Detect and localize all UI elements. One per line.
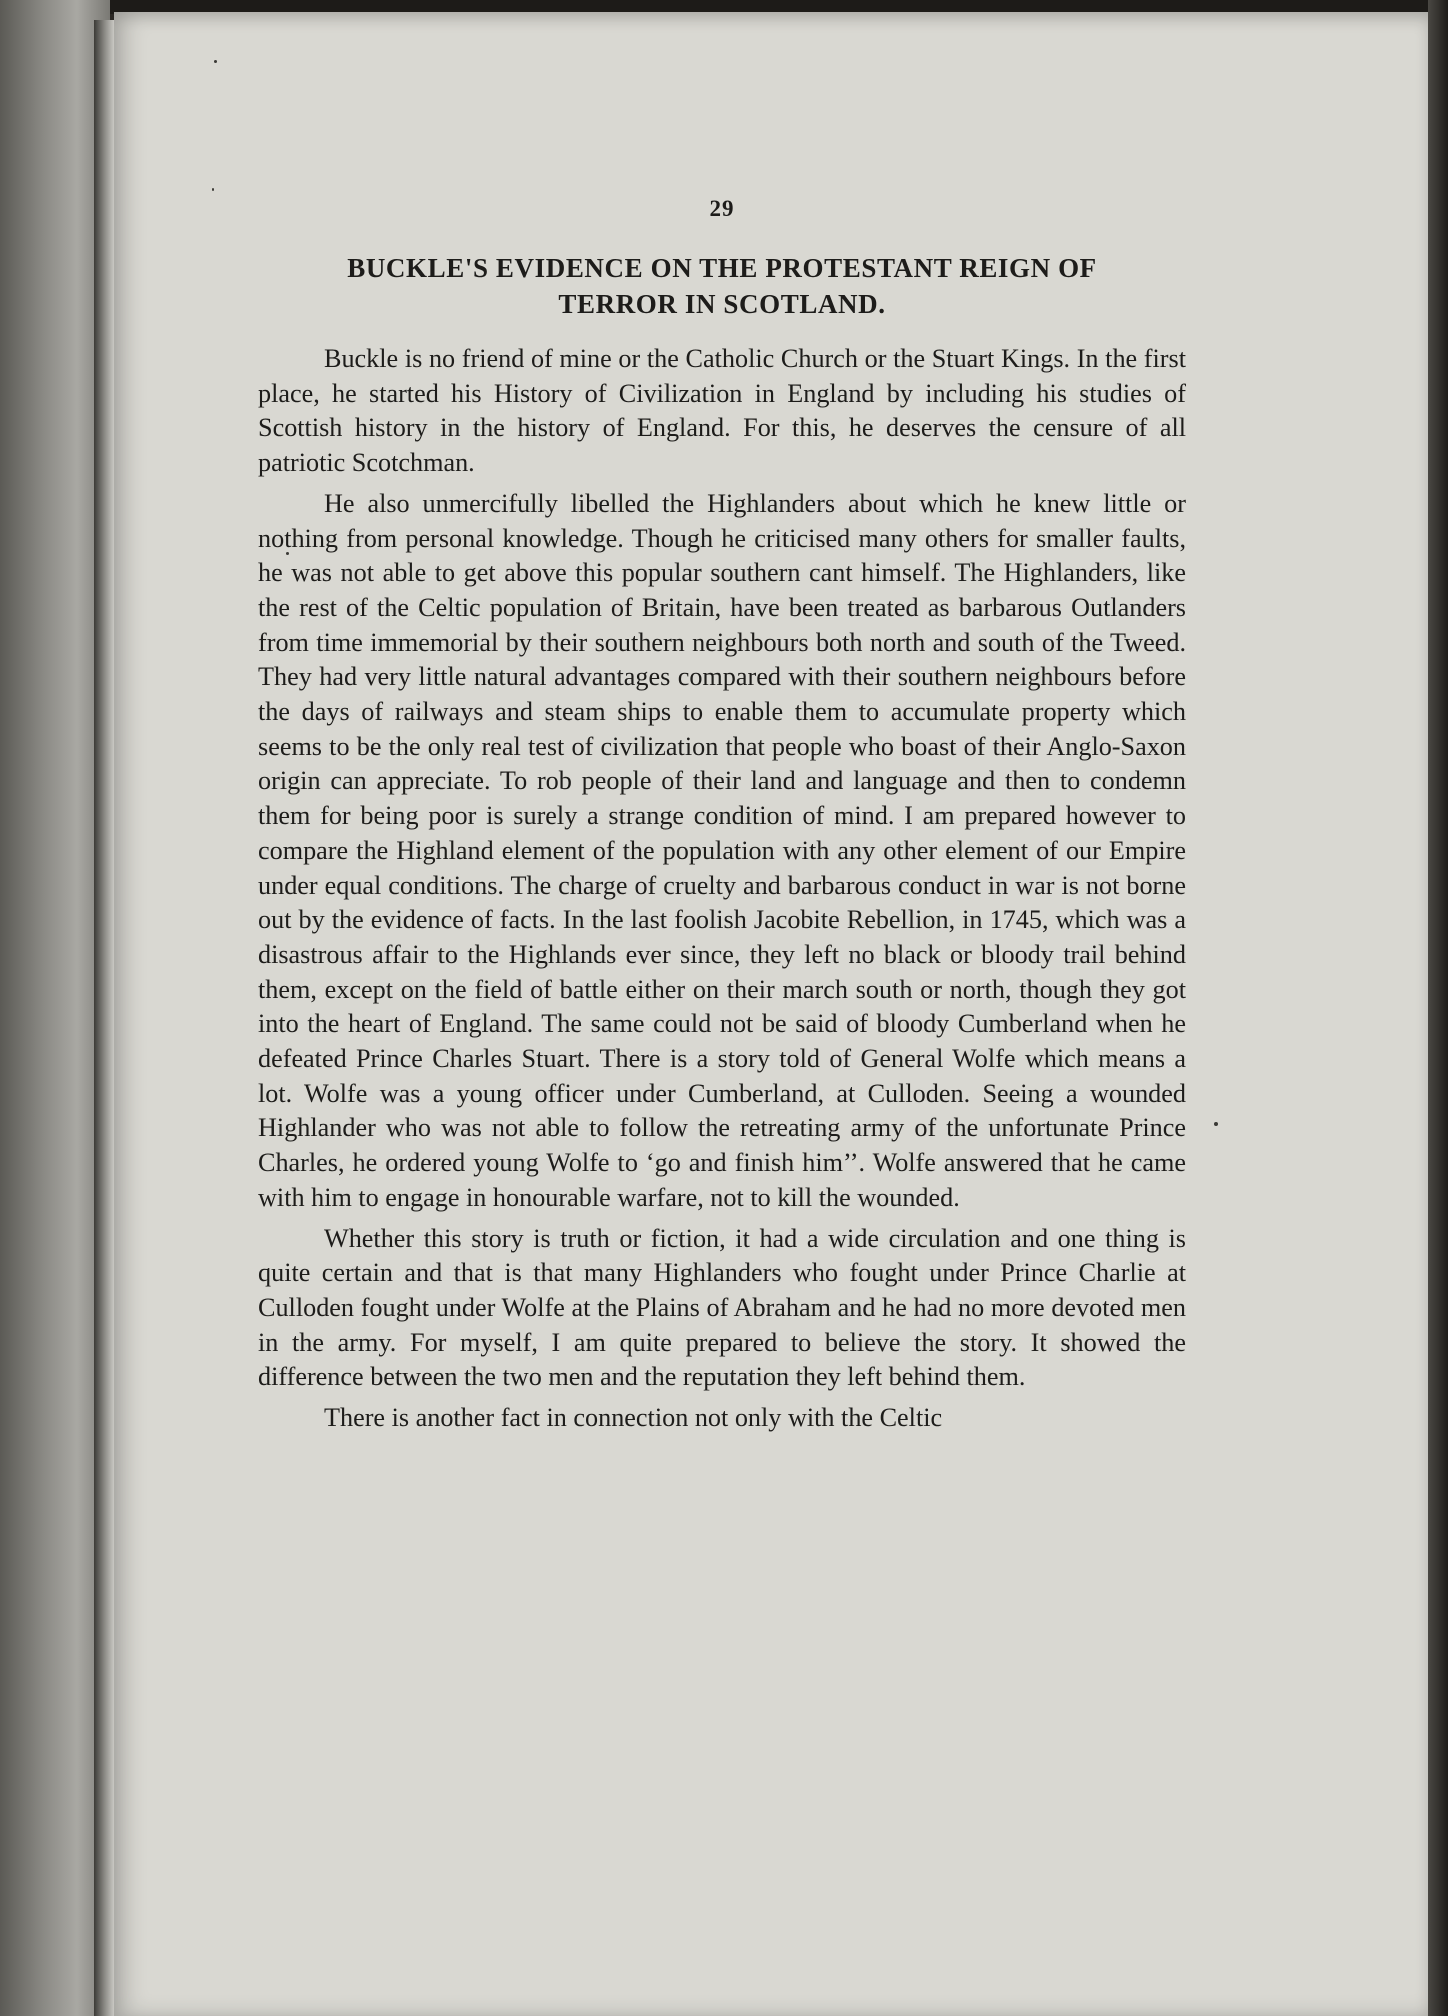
paper-speck xyxy=(214,60,217,63)
body-paragraph: Whether this story is truth or fiction, it had a wide circulation and one thing is quite certain and that is that many Highlanders who fought under Prince Charlie at Culloden fought under Wolfe at the Plains of Abraham and he had no more devoted men in the army. For myself, I am quite prepared to believe the story. It showed the difference between the two men and the reputation they left behind them. xyxy=(258,1223,1186,1392)
page-number: 29 xyxy=(709,196,735,221)
page-title xyxy=(258,250,1186,322)
body-paragraph: There is another fact in connection not only with the Celtic xyxy=(324,1403,943,1433)
paper-speck xyxy=(1214,1122,1218,1126)
page-text xyxy=(258,196,1186,1442)
body-paragraph: He also unmercifully libelled the Highlanders about which he knew little or nothing from personal knowledge. Though he criticised many others for smaller faults, he was not able to get above this popular southern cant himself. The Highlanders, like the rest of the Celtic population of Britain, have been treated as barbarous Outlanders from time immemorial by their southern neighbours both north and south of the Tweed. They had very little natural advantages compared with their southern neighbours before the days of railways and steam ships to enable them to accumulate property which seems to be the only real test of civilization that people who boast of their Anglo-Saxon origin can appreciate. To rob people of their land and language and then to condemn them for being poor is surely a strange condition of mind. I am prepared however to compare the Highland element of the population with any other element of our Empire under equal conditions. The charge of cruelty and barbarous conduct in war is not borne out by the evidence of facts. In the last foolish Jacobite Rebellion, in 1745, which was a disastrous affair to the Highlands ever since, they left no black or bloody trail behind them, except on the field of battle either on their march south or north, though they got into the heart of England. The same could not be said of bloody Cumberland when he defeated Prince Charles Stuart. There is a story told of General Wolfe which means a lot. Wolfe was a young officer under Cumberland, at Culloden. Seeing a wounded Highlander who was not able to follow the retreating army of the unfortunate Prince Charles, he ordered young Wolfe to ‘go and finish him’’. Wolfe answered that he came with him to engage in honourable warfare, not to kill the wounded. xyxy=(258,488,1186,1212)
book-binding xyxy=(94,20,114,2016)
right-scan-border xyxy=(1428,0,1448,2016)
page-title-line: BUCKLE'S EVIDENCE ON THE PROTESTANT REIGN OF xyxy=(347,253,1097,283)
paper-speck xyxy=(212,188,214,191)
body-paragraph: Buckle is no friend of mine or the Catholic Church or the Stuart Kings. In the first place, he started his History of Civilization in England by including his studies of Scottish history in the history of England. For this, he deserves the censure of all patriotic Scotchman. xyxy=(258,344,1186,478)
page-title-line: TERROR IN SCOTLAND. xyxy=(558,289,886,319)
